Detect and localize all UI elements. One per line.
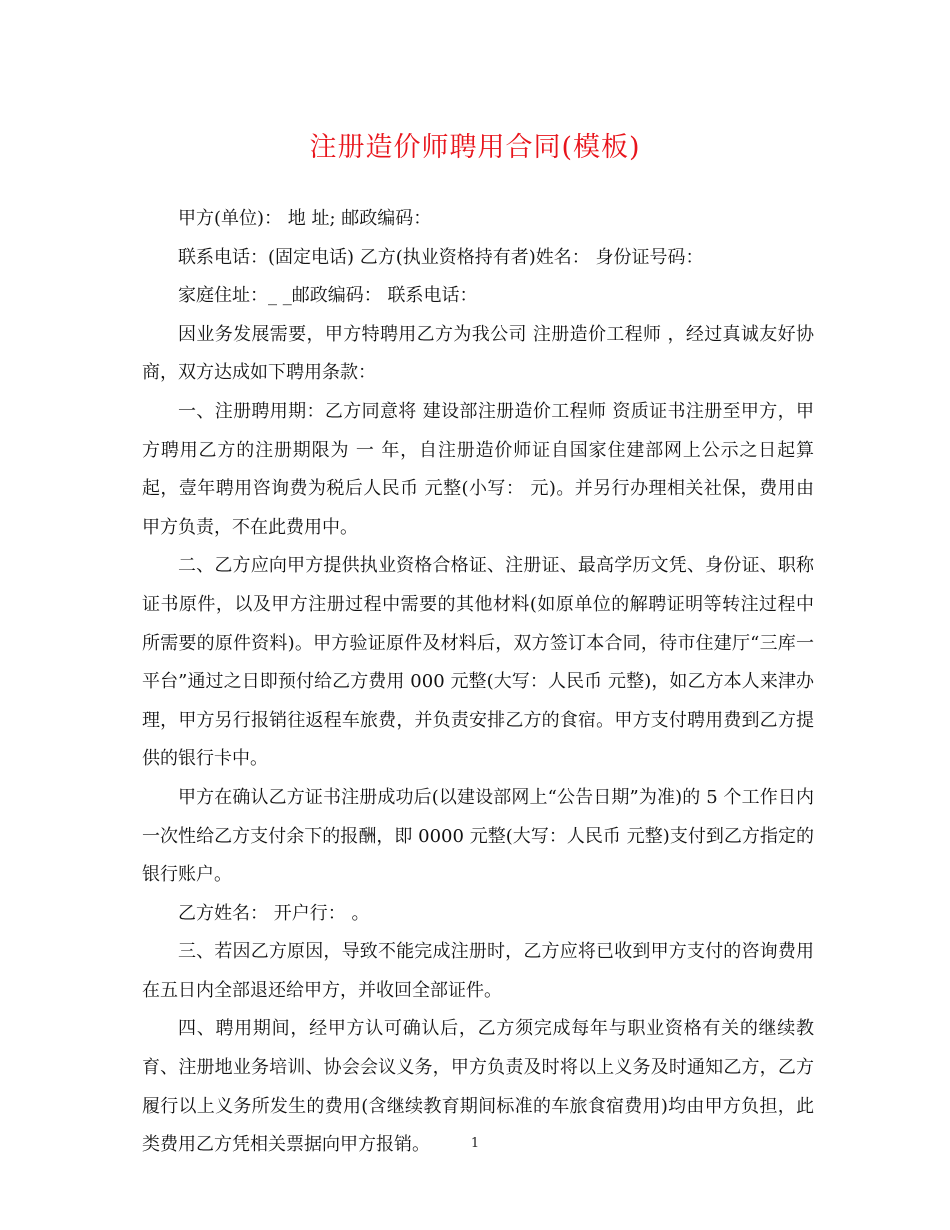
paragraph-payment: 甲方在确认乙方证书注册成功后(以建设部网上“公告日期”为准)的 5 个工作日内一次性给乙方支付余下的报酬，即 0000 元整(大写：人民币 元整)支付到乙方指定的银行账户。 [142,786,814,886]
paragraph-preamble: 因业务发展需要，甲方特聘用乙方为我公司 注册造价工程师 ，经过真诚友好协商，双方达成如下聘用条款： [142,323,814,384]
document-body [142,200,814,1165]
paragraph-contact-info: 联系电话：(固定电话) 乙方(执业资格持有者)姓名： 身份证号码： [178,246,704,268]
paragraph-clause-3: 三、若因乙方原因，导致不能完成注册时，乙方应将已收到甲方支付的咨询费用在五日内全部退还给甲方，并收回全部证件。 [142,941,814,1001]
paragraph-clause-1: 一、注册聘用期：乙方同意将 建设部注册造价工程师 资质证书注册至甲方，甲方聘用乙方的注册期限为 一 年，自注册造价师证自国家住建部网上公示之日起算起，壹年聘用咨询费为税后人民币 元整(小写： 元)。并另行办理相关社保，费用由甲方负责，不在此费用中。 [142,400,814,538]
page-number: 1 [470,1136,480,1151]
paragraph-home-address: 家庭住址：_ _邮政编码： 联系电话： [178,285,478,307]
paragraph-clause-4: 四、聘用期间，经甲方认可确认后，乙方须完成每年与职业资格有关的继续教育、注册地业务培训、协会会议义务，甲方负责及时将以上义务及时通知乙方，乙方履行以上义务所发生的费用(含继续教育期间标准的车旅食宿费用)均由甲方负担，此类费用乙方凭相关票据向甲方报销。 [142,1018,814,1156]
paragraph-bank-info: 乙方姓名： 开户行： 。 [178,902,370,924]
paragraph-clause-2: 二、乙方应向甲方提供执业资格合格证、注册证、最高学历文凭、身份证、职称证书原件，以及甲方注册过程中需要的其他材料(如原单位的解聘证明等转注过程中所需要的原件资料)。甲方验证原件及材料后，双方签订本合同，待市住建厅“三库一平台”通过之日即预付给乙方费用 000 元整(大写：人民币 元整)，如乙方本人来津办理，甲方另行报销往返程车旅费，并负责安排乙方的食宿。甲方支付聘用费到乙方提供的银行卡中。 [142,555,814,770]
document-title: 注册造价师聘用合同(模板) [309,132,641,163]
paragraph-party-a-info: 甲方(单位)： 地 址; 邮政编码： [178,208,432,229]
